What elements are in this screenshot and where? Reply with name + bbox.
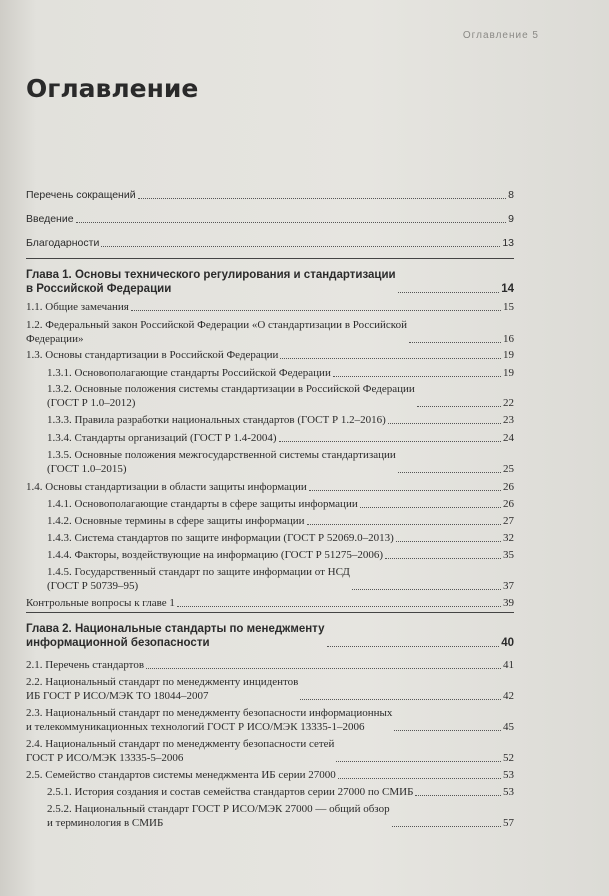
toc-entry[interactable] xyxy=(47,531,514,545)
toc-entry-page-number: 52 xyxy=(503,752,514,764)
toc-entry-title-line: 1.3.2. Основные положения системы стандартизации в Российской Федерации xyxy=(47,383,415,395)
toc-entry-title xyxy=(26,596,175,610)
toc-entry-page-number: 40 xyxy=(501,637,514,649)
toc-entry-page-number: 32 xyxy=(503,532,514,544)
toc-entry[interactable] xyxy=(47,565,514,593)
toc-entry-title xyxy=(26,300,129,314)
toc-entry-page-number: 39 xyxy=(503,597,514,609)
toc-entry-title xyxy=(47,497,358,511)
toc-entry-title xyxy=(26,318,407,346)
toc-entry[interactable] xyxy=(26,212,514,226)
dot-leader xyxy=(398,472,501,473)
toc-entry[interactable] xyxy=(26,480,514,494)
dot-leader xyxy=(300,699,501,700)
toc-entry-page-number: 24 xyxy=(503,432,514,444)
toc-entry-page-number: 14 xyxy=(501,283,514,295)
toc-entry-page-number: 42 xyxy=(503,690,514,702)
toc-entry[interactable] xyxy=(47,413,514,427)
toc-entry-page-number: 16 xyxy=(503,333,514,345)
toc-entry-title-line: и телекоммуникационных технологий ГОСТ Р ИСО/МЭК 13335-1–2006 xyxy=(26,721,365,733)
toc-entry-title-line: 2.4. Национальный стандарт по менеджменту безопасности сетей xyxy=(26,738,335,750)
toc-entry-title-line: в Российской Федерации xyxy=(26,283,172,295)
dot-leader xyxy=(138,198,507,199)
dot-leader xyxy=(101,246,500,247)
toc-entry-page-number: 57 xyxy=(503,817,514,829)
toc-entry-title-line: Перечень сокращений xyxy=(26,189,136,201)
dot-leader xyxy=(392,826,501,827)
chapter-divider xyxy=(26,612,514,613)
toc-entry-title xyxy=(26,737,334,765)
toc-entry-page-number: 26 xyxy=(503,481,514,493)
dot-leader xyxy=(409,342,501,343)
toc-entry-title-line: ИБ ГОСТ Р ИСО/МЭК ТО 18044–2007 xyxy=(26,690,209,702)
dot-leader xyxy=(307,524,501,525)
dot-leader xyxy=(309,490,501,491)
toc-entry[interactable] xyxy=(26,596,514,610)
toc-entry[interactable] xyxy=(26,318,514,346)
toc-entry-title xyxy=(26,188,136,202)
toc-entry[interactable] xyxy=(26,675,514,703)
toc-entry-title-line: 1.4.2. Основные термины в сфере защиты информации xyxy=(47,515,305,527)
toc-entry-title xyxy=(26,268,396,296)
dot-leader xyxy=(398,292,500,293)
toc-entry-title xyxy=(47,382,415,410)
toc-entry[interactable] xyxy=(26,236,514,250)
toc-entry-page-number: 15 xyxy=(503,301,514,313)
toc-entry-title xyxy=(47,448,396,476)
toc-entry-page-number: 22 xyxy=(503,397,514,409)
toc-entry-title-line: Благодарности xyxy=(26,237,100,249)
toc-entry-title xyxy=(47,431,277,445)
toc-entry-page-number: 19 xyxy=(503,367,514,379)
dot-leader xyxy=(385,558,501,559)
toc-entry-title xyxy=(47,531,394,545)
dot-leader xyxy=(177,606,501,607)
toc-entry-title xyxy=(26,658,144,672)
toc-entry-title-line: 1.4.5. Государственный стандарт по защите информации от НСД xyxy=(47,566,350,578)
toc-entry-title xyxy=(26,706,392,734)
toc-entry-title-line: Федерации» xyxy=(26,333,84,345)
toc-entry[interactable] xyxy=(47,431,514,445)
dot-leader xyxy=(131,310,501,311)
toc-entry-title xyxy=(47,366,331,380)
toc-entry-title-line: 2.5.2. Национальный стандарт ГОСТ Р ИСО/МЭК 27000 — общий обзор xyxy=(47,803,390,815)
toc-entry[interactable] xyxy=(47,366,514,380)
toc-entry[interactable] xyxy=(47,802,514,830)
toc-entry[interactable] xyxy=(26,268,514,296)
dot-leader xyxy=(417,406,501,407)
toc-entry-page-number: 25 xyxy=(503,463,514,475)
toc-entry[interactable] xyxy=(26,737,514,765)
toc-entry-page-number: 35 xyxy=(503,549,514,561)
toc-entry-title-line: 2.2. Национальный стандарт по менеджменту инцидентов xyxy=(26,676,299,688)
dot-leader xyxy=(146,668,501,669)
dot-leader xyxy=(394,730,501,731)
toc-entry-page-number: 23 xyxy=(503,414,514,426)
toc-entry-title-line: Контрольные вопросы к главе 1 xyxy=(26,597,175,609)
toc-entry-title xyxy=(47,514,305,528)
toc-entry-page-number: 27 xyxy=(503,515,514,527)
toc-entry-title xyxy=(26,348,278,362)
toc-entry-title-line: 1.3.5. Основные положения межгосударственной системы стандартизации xyxy=(47,449,396,461)
dot-leader xyxy=(396,541,501,542)
toc-entry[interactable] xyxy=(26,706,514,734)
toc-entry-page-number: 19 xyxy=(503,349,514,361)
toc-entry-title xyxy=(47,548,383,562)
toc-entry-title xyxy=(26,675,298,703)
toc-entry-title-line: информационной безопасности xyxy=(26,637,210,649)
toc-entry-page-number: 26 xyxy=(503,498,514,510)
toc-entry-title xyxy=(47,413,386,427)
toc-entry[interactable] xyxy=(26,348,514,362)
toc-entry-title-line: Глава 1. Основы технического регулирования и стандартизации xyxy=(26,269,396,281)
toc-entry-title xyxy=(26,480,307,494)
toc-entry-title xyxy=(26,768,336,782)
running-head: Оглавление 5 xyxy=(462,30,539,41)
toc-entry[interactable] xyxy=(47,382,514,410)
toc-entry[interactable] xyxy=(26,300,514,314)
dot-leader xyxy=(338,778,501,779)
toc-entry[interactable] xyxy=(26,768,514,782)
toc-entry-page-number: 41 xyxy=(503,659,514,671)
toc-entry-title-line: 2.5. Семейство стандартов системы менеджмента ИБ серии 27000 xyxy=(26,769,336,781)
dot-leader xyxy=(76,222,507,223)
toc-entry-title-line: и терминология в СМИБ xyxy=(47,817,164,829)
toc-entry-page-number: 53 xyxy=(503,786,514,798)
toc-entry-title-line: Введение xyxy=(26,213,74,225)
toc-entry-title-line: 1.3.1. Основополагающие стандарты Российской Федерации xyxy=(47,367,331,379)
toc-entry-title-line: 1.3. Основы стандартизации в Российской Федерации xyxy=(26,349,279,361)
toc-entry-page-number: 37 xyxy=(503,580,514,592)
toc-entry-title xyxy=(26,212,74,226)
toc-entry-title-line: 1.1. Общие замечания xyxy=(26,301,129,313)
toc-entry-title-line: 1.4. Основы стандартизации в области защиты информации xyxy=(26,481,307,493)
toc-entry-title-line: 1.4.1. Основополагающие стандарты в сфере защиты информации xyxy=(47,498,358,510)
dot-leader xyxy=(327,646,500,647)
toc-entry[interactable] xyxy=(47,448,514,476)
dot-leader xyxy=(352,589,501,590)
toc-entry-title-line: 1.4.3. Система стандартов по защите информации (ГОСТ Р 52069.0–2013) xyxy=(47,532,394,544)
toc-entry-title-line: ГОСТ Р ИСО/МЭК 13335-5–2006 xyxy=(26,752,184,764)
dot-leader xyxy=(415,795,501,796)
toc-entry-page-number: 53 xyxy=(503,769,514,781)
dot-leader xyxy=(279,441,501,442)
toc-entry-page-number: 9 xyxy=(508,213,514,225)
toc-entry[interactable] xyxy=(47,785,514,799)
toc-entry-title-line: 1.4.4. Факторы, воздействующие на информацию (ГОСТ Р 51275–2006) xyxy=(47,549,384,561)
toc-entry[interactable] xyxy=(47,514,514,528)
toc-entry-title-line: 2.3. Национальный стандарт по менеджменту безопасности информационных xyxy=(26,707,393,719)
dot-leader xyxy=(388,423,501,424)
toc-entry[interactable] xyxy=(47,548,514,562)
toc-entry-title-line: 2.5.1. История создания и состав семейства стандартов серии 27000 по СМИБ xyxy=(47,786,414,798)
toc-entry-title xyxy=(47,802,390,830)
toc-entry-title xyxy=(26,622,325,650)
toc-entry-title-line: 1.3.3. Правила разработки национальных стандартов (ГОСТ Р 1.2–2016) xyxy=(47,414,386,426)
dot-leader xyxy=(360,507,501,508)
toc-entry-page-number: 8 xyxy=(508,189,514,201)
toc-entry-title-line: (ГОСТ Р 50739–95) xyxy=(47,580,139,592)
toc-entry-title-line: 2.1. Перечень стандартов xyxy=(26,659,145,671)
toc-entry-page-number: 45 xyxy=(503,721,514,733)
toc-entry-title xyxy=(47,565,350,593)
toc-entry-title xyxy=(47,785,413,799)
toc-entry[interactable] xyxy=(47,497,514,511)
toc-entry-title xyxy=(26,236,99,250)
toc-entry[interactable] xyxy=(26,188,514,202)
toc-entry-title-line: (ГОСТ 1.0–2015) xyxy=(47,463,127,475)
toc-entry[interactable] xyxy=(26,658,514,672)
toc-entry-page-number: 13 xyxy=(502,237,514,249)
toc-entry-title-line: (ГОСТ Р 1.0–2012) xyxy=(47,397,136,409)
toc-entry-title-line: 1.3.4. Стандарты организаций (ГОСТ Р 1.4-2004) xyxy=(47,432,277,444)
page-title: Оглавление xyxy=(26,74,199,103)
toc-entry-title-line: 1.2. Федеральный закон Российской Федерации «О стандартизации в Российской xyxy=(26,319,407,331)
chapter-divider xyxy=(26,258,514,259)
dot-leader xyxy=(280,358,501,359)
toc-entry-title-line: Глава 2. Национальные стандарты по менеджменту xyxy=(26,623,325,635)
dot-leader xyxy=(336,761,501,762)
toc-entry[interactable] xyxy=(26,622,514,650)
dot-leader xyxy=(333,376,501,377)
